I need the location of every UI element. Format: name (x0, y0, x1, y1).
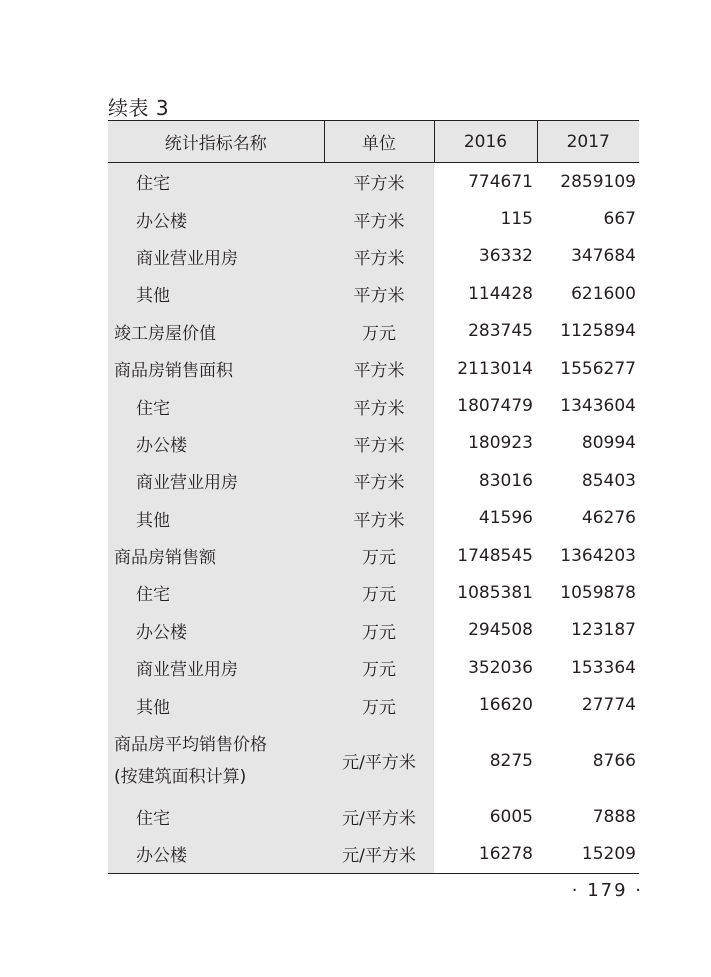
value-2017: 15209 (537, 835, 639, 873)
unit-cell: 万元 (324, 649, 434, 686)
table-row (108, 238, 639, 275)
table-row (108, 350, 639, 387)
unit-cell: 平方米 (324, 462, 434, 499)
value-2017: 27774 (581, 695, 636, 716)
value-2016: 114428 (468, 283, 533, 304)
indicator-name: 住宅 (108, 798, 324, 835)
table-row (108, 200, 639, 237)
value-2016: 283745 (468, 321, 533, 342)
value-2017: 85403 (581, 470, 636, 491)
unit-cell: 万元 (324, 313, 434, 350)
table-row (108, 612, 639, 649)
table-row (108, 163, 639, 201)
value-2016: 1085381 (457, 582, 533, 603)
statistics-table (108, 120, 639, 874)
value-2017: 347684 (571, 246, 636, 267)
value-2017: 1556277 (560, 358, 636, 379)
table-row (108, 275, 639, 312)
value-2016: 83016 (478, 470, 533, 491)
table-row (108, 798, 639, 835)
value-2016: 294508 (468, 620, 533, 641)
indicator-name: 其他 (108, 275, 324, 312)
indicator-name: 商品房销售面积 (108, 350, 324, 387)
unit-cell: 平方米 (324, 350, 434, 387)
indicator-name-line-2: (按建筑面积计算) (114, 766, 247, 787)
value-2017: 1343604 (560, 396, 636, 417)
table-row (108, 574, 639, 611)
header-unit: 单位 (324, 121, 434, 163)
indicator-name: 办公楼 (108, 200, 324, 237)
table-row (108, 462, 639, 499)
value-2017: 2859109 (560, 171, 636, 192)
table-row (108, 387, 639, 424)
unit-cell: 元/平方米 (324, 835, 434, 873)
indicator-name: 商业营业用房 (108, 238, 324, 275)
value-2016: 115 (500, 209, 533, 230)
value-2017: 123187 (571, 620, 636, 641)
value-2016: 41596 (478, 508, 533, 529)
value-2017: 667 (603, 209, 636, 230)
table-row (108, 649, 639, 686)
table-row (108, 835, 639, 873)
indicator-name: 其他 (108, 686, 324, 723)
value-2017: 153364 (571, 657, 636, 678)
indicator-name: 办公楼 (108, 425, 324, 462)
table-row (108, 686, 639, 723)
unit-cell: 万元 (324, 686, 434, 723)
header-indicator-name: 统计指标名称 (108, 121, 324, 163)
indicator-name: 办公楼 (108, 835, 324, 873)
unit-cell: 平方米 (324, 275, 434, 312)
value-2017: 1125894 (560, 321, 636, 342)
value-2017: 1364203 (560, 545, 636, 566)
indicator-name: 住宅 (108, 387, 324, 424)
value-2016: 16620 (478, 695, 533, 716)
value-2016: 2113014 (457, 358, 533, 379)
value-2016: 352036 (468, 657, 533, 678)
unit-cell: 元/平方米 (324, 724, 434, 798)
unit-cell: 平方米 (324, 425, 434, 462)
header-year-2016: 2016 (434, 121, 537, 163)
value-2016: 1807479 (457, 396, 533, 417)
unit-cell: 平方米 (324, 238, 434, 275)
unit-cell: 平方米 (324, 163, 434, 201)
value-2016: 36332 (478, 246, 533, 267)
header-row (108, 121, 639, 163)
value-2016: 1748545 (457, 545, 533, 566)
value-2017: 8766 (592, 750, 636, 771)
value-2017: 621600 (571, 283, 636, 304)
unit-cell: 万元 (324, 612, 434, 649)
indicator-name: 商业营业用房 (108, 462, 324, 499)
indicator-name: 竣工房屋价值 (108, 313, 324, 350)
table-row (108, 537, 639, 574)
header-year-2017: 2017 (537, 121, 639, 163)
value-2016: 6005 (489, 806, 533, 827)
table-body (108, 163, 639, 874)
indicator-name-line-1: 商品房平均销售价格 (114, 734, 267, 755)
indicator-name: 其他 (108, 500, 324, 537)
value-2016: 774671 (468, 171, 533, 192)
value-2017: 46276 (581, 508, 636, 529)
indicator-name: 住宅 (108, 574, 324, 611)
value-2017: 7888 (592, 806, 636, 827)
indicator-name (108, 724, 324, 798)
unit-cell: 万元 (324, 574, 434, 611)
table-row (108, 724, 639, 798)
indicator-name: 住宅 (108, 163, 324, 201)
value-2017: 1059878 (560, 582, 636, 603)
indicator-name: 办公楼 (108, 612, 324, 649)
unit-cell: 元/平方米 (324, 798, 434, 835)
unit-cell: 平方米 (324, 500, 434, 537)
table-row (108, 500, 639, 537)
value-2016: 8275 (489, 750, 533, 771)
page-number: · 179 · (571, 880, 643, 901)
unit-cell: 万元 (324, 537, 434, 574)
table-header (108, 121, 639, 163)
value-2017: 80994 (581, 433, 636, 454)
table-caption: 续表 3 (108, 96, 170, 120)
table-row (108, 425, 639, 462)
unit-cell: 平方米 (324, 200, 434, 237)
value-2016: 180923 (468, 433, 533, 454)
indicator-name: 商品房销售额 (108, 537, 324, 574)
unit-cell: 平方米 (324, 387, 434, 424)
value-2016: 16278 (434, 835, 537, 873)
indicator-name: 商业营业用房 (108, 649, 324, 686)
table-row (108, 313, 639, 350)
